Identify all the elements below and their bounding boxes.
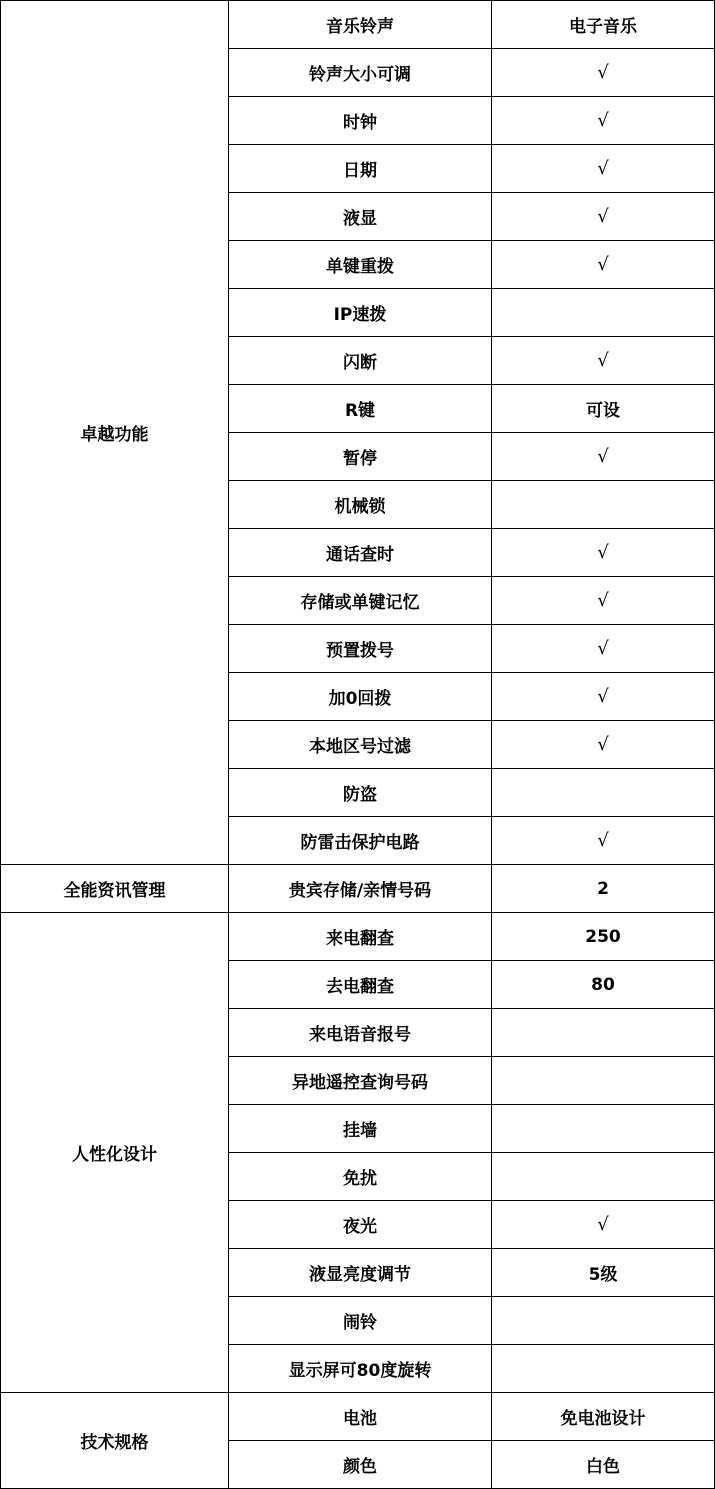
feature-cell: 铃声大小可调 (229, 49, 492, 97)
feature-cell: 挂墙 (229, 1105, 492, 1153)
feature-cell: 通话查时 (229, 529, 492, 577)
value-cell: 可设 (492, 385, 715, 433)
feature-cell: 显示屏可80度旋转 (229, 1345, 492, 1393)
value-cell: √ (492, 193, 715, 241)
value-cell: √ (492, 577, 715, 625)
feature-cell: 液显 (229, 193, 492, 241)
value-cell: √ (492, 529, 715, 577)
feature-cell: 液显亮度调节 (229, 1249, 492, 1297)
value-cell: √ (492, 337, 715, 385)
category-cell: 卓越功能 (1, 1, 229, 865)
feature-cell: 免扰 (229, 1153, 492, 1201)
spec-table-body (1, 1, 715, 1489)
feature-cell: 闪断 (229, 337, 492, 385)
value-cell (492, 289, 715, 337)
feature-cell: 贵宾存储/亲情号码 (229, 865, 492, 913)
feature-cell: 异地遥控查询号码 (229, 1057, 492, 1105)
value-cell (492, 1009, 715, 1057)
feature-cell: IP速拨 (229, 289, 492, 337)
feature-cell: 音乐铃声 (229, 1, 492, 49)
value-cell (492, 769, 715, 817)
feature-cell: 电池 (229, 1393, 492, 1441)
value-cell: √ (492, 817, 715, 865)
category-cell: 人性化设计 (1, 913, 229, 1393)
value-cell: √ (492, 625, 715, 673)
feature-cell: 来电语音报号 (229, 1009, 492, 1057)
value-cell (492, 1297, 715, 1345)
value-cell: 电子音乐 (492, 1, 715, 49)
feature-cell: 本地区号过滤 (229, 721, 492, 769)
table-row (1, 1, 715, 49)
value-cell: 免电池设计 (492, 1393, 715, 1441)
feature-cell: 时钟 (229, 97, 492, 145)
feature-cell: 来电翻查 (229, 913, 492, 961)
feature-cell: 防盗 (229, 769, 492, 817)
value-cell: √ (492, 145, 715, 193)
value-cell: √ (492, 49, 715, 97)
feature-cell: 加0回拨 (229, 673, 492, 721)
feature-cell: 闹铃 (229, 1297, 492, 1345)
value-cell (492, 1105, 715, 1153)
feature-cell: 防雷击保护电路 (229, 817, 492, 865)
feature-cell: 日期 (229, 145, 492, 193)
feature-cell: 去电翻查 (229, 961, 492, 1009)
value-cell (492, 1345, 715, 1393)
feature-cell: 存储或单键记忆 (229, 577, 492, 625)
table-row (1, 1393, 715, 1441)
value-cell: 白色 (492, 1441, 715, 1489)
feature-cell: 暂停 (229, 433, 492, 481)
value-cell: √ (492, 433, 715, 481)
value-cell: 2 (492, 865, 715, 913)
category-cell: 全能资讯管理 (1, 865, 229, 913)
value-cell: √ (492, 673, 715, 721)
value-cell (492, 1153, 715, 1201)
table-row (1, 865, 715, 913)
feature-cell: 夜光 (229, 1201, 492, 1249)
feature-cell: 预置拨号 (229, 625, 492, 673)
feature-cell: 单键重拨 (229, 241, 492, 289)
value-cell: √ (492, 97, 715, 145)
value-cell (492, 481, 715, 529)
feature-cell: 颜色 (229, 1441, 492, 1489)
value-cell: √ (492, 721, 715, 769)
value-cell: √ (492, 1201, 715, 1249)
value-cell: 80 (492, 961, 715, 1009)
feature-cell: 机械锁 (229, 481, 492, 529)
value-cell: √ (492, 241, 715, 289)
value-cell: 250 (492, 913, 715, 961)
value-cell: 5级 (492, 1249, 715, 1297)
value-cell (492, 1057, 715, 1105)
category-cell: 技术规格 (1, 1393, 229, 1489)
feature-cell: R键 (229, 385, 492, 433)
table-row (1, 913, 715, 961)
